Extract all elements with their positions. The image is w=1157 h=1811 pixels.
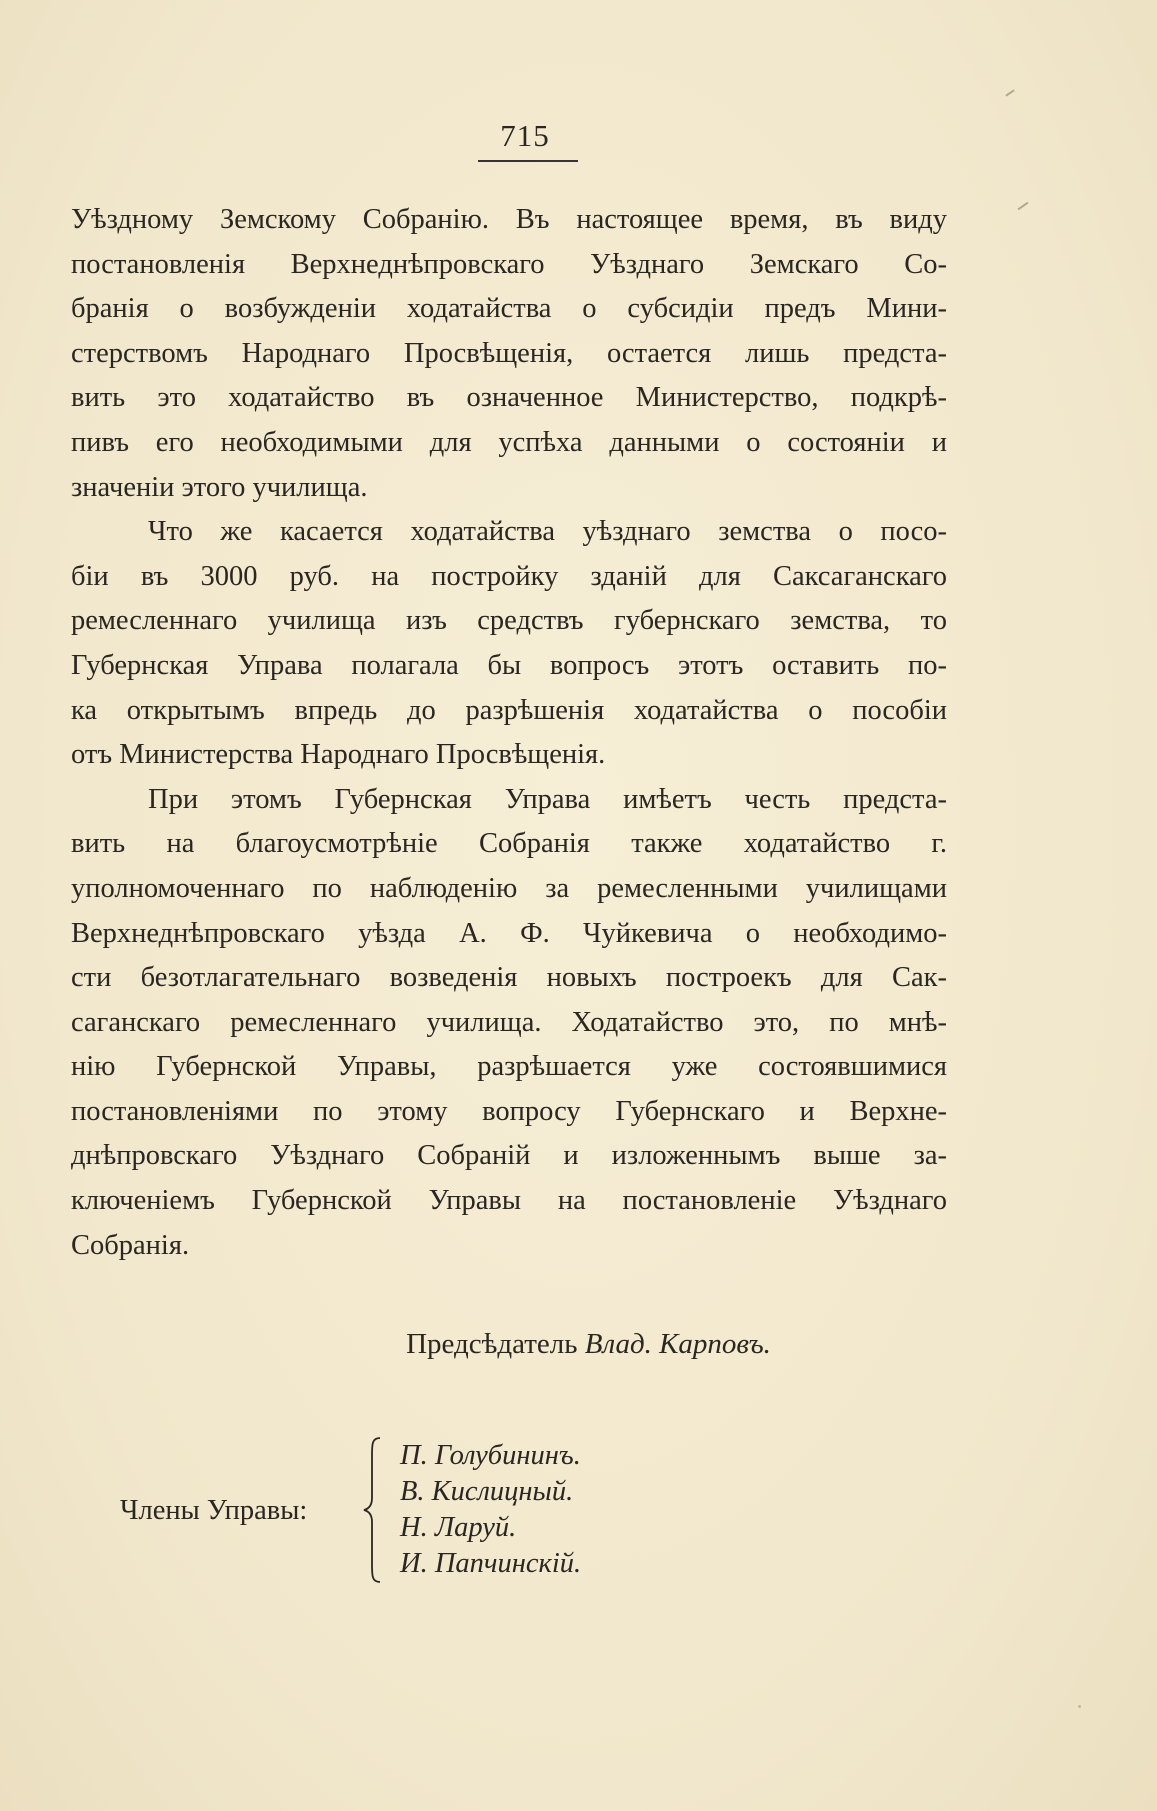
members-label: Члены Управы: — [120, 1495, 308, 1526]
page-number: 715 — [500, 118, 550, 153]
chairman-title: Предсѣдатель — [406, 1328, 578, 1360]
paper-speck — [1078, 1705, 1081, 1708]
text-line: саганскаго ремесленнаго училища. Ходатайство это, по мнѣ- — [71, 1006, 947, 1038]
page-number-rule — [478, 160, 578, 162]
text-line: днѣпровскаго Уѣзднаго Собраній и изложеннымъ выше за- — [71, 1140, 947, 1172]
text-line: біи въ 3000 руб. на постройку зданій для Саксаганскаго — [71, 560, 947, 592]
members-brace — [362, 1436, 384, 1584]
text-line: постановленіями по этому вопросу Губернскаго и Верхне- — [71, 1095, 947, 1127]
member-name: В. Кислицный. — [400, 1476, 574, 1507]
member-name: П. Голубининъ. — [400, 1440, 581, 1471]
member-name: Н. Ларуй. — [400, 1512, 517, 1543]
chairman-name: Влад. Карповъ. — [584, 1328, 771, 1360]
text-line: При этомъ Губернская Управа имѣетъ честь предста- — [148, 783, 947, 815]
members-list — [400, 1438, 581, 1582]
chairman-signature — [0, 1328, 1157, 1361]
text-line: Что же касается ходатайства уѣзднаго земства о посо- — [148, 516, 947, 548]
text-line: значеніи этого училища. — [71, 471, 368, 503]
text-line: Губернская Управа полагала бы вопросъ этотъ оставить по- — [71, 649, 947, 681]
text-line: стерствомъ Народнаго Просвѣщенія, остается лишь предста- — [71, 337, 947, 369]
paper-mark — [1018, 202, 1029, 211]
text-line: вить это ходатайство въ означенное Министерство, подкрѣ- — [71, 382, 947, 414]
text-line: Верхнеднѣпровскаго уѣзда А. Ф. Чуйкевича о необходимо- — [71, 917, 947, 949]
text-line: сти безотлагательнаго возведенія новыхъ построекъ для Сак- — [71, 962, 947, 994]
member-name: И. Папчинскій. — [400, 1548, 582, 1579]
text-line: ка открытымъ впредь до разрѣшенія ходатайства о пособіи — [71, 694, 947, 726]
text-line: постановленія Верхнеднѣпровскаго Уѣзднаго Земскаго Со- — [71, 248, 947, 280]
text-line: нію Губернской Управы, разрѣшается уже состоявшимися — [71, 1051, 947, 1083]
text-line: вить на благоусмотрѣніе Собранія также ходатайство г. — [71, 828, 947, 860]
text-line: пивъ его необходимыми для успѣха данными о состояніи и — [71, 426, 947, 458]
text-line: ключеніемъ Губернской Управы на постановленіе Уѣзднаго — [71, 1185, 947, 1217]
text-line: отъ Министерства Народнаго Просвѣщенія. — [71, 739, 606, 771]
text-line: бранія о возбужденіи ходатайства о субсидіи предъ Мини- — [71, 293, 947, 325]
text-line: ремесленнаго училища изъ средствъ губернскаго земства, то — [71, 605, 947, 637]
text-line: уполномоченнаго по наблюденію за ремесленными училищами — [71, 872, 947, 904]
text-line: Собранія. — [71, 1229, 190, 1261]
paper-mark — [1005, 89, 1014, 96]
body-text — [71, 198, 947, 1268]
text-line: Уѣздному Земскому Собранію. Въ настоящее время, въ виду — [71, 204, 947, 235]
